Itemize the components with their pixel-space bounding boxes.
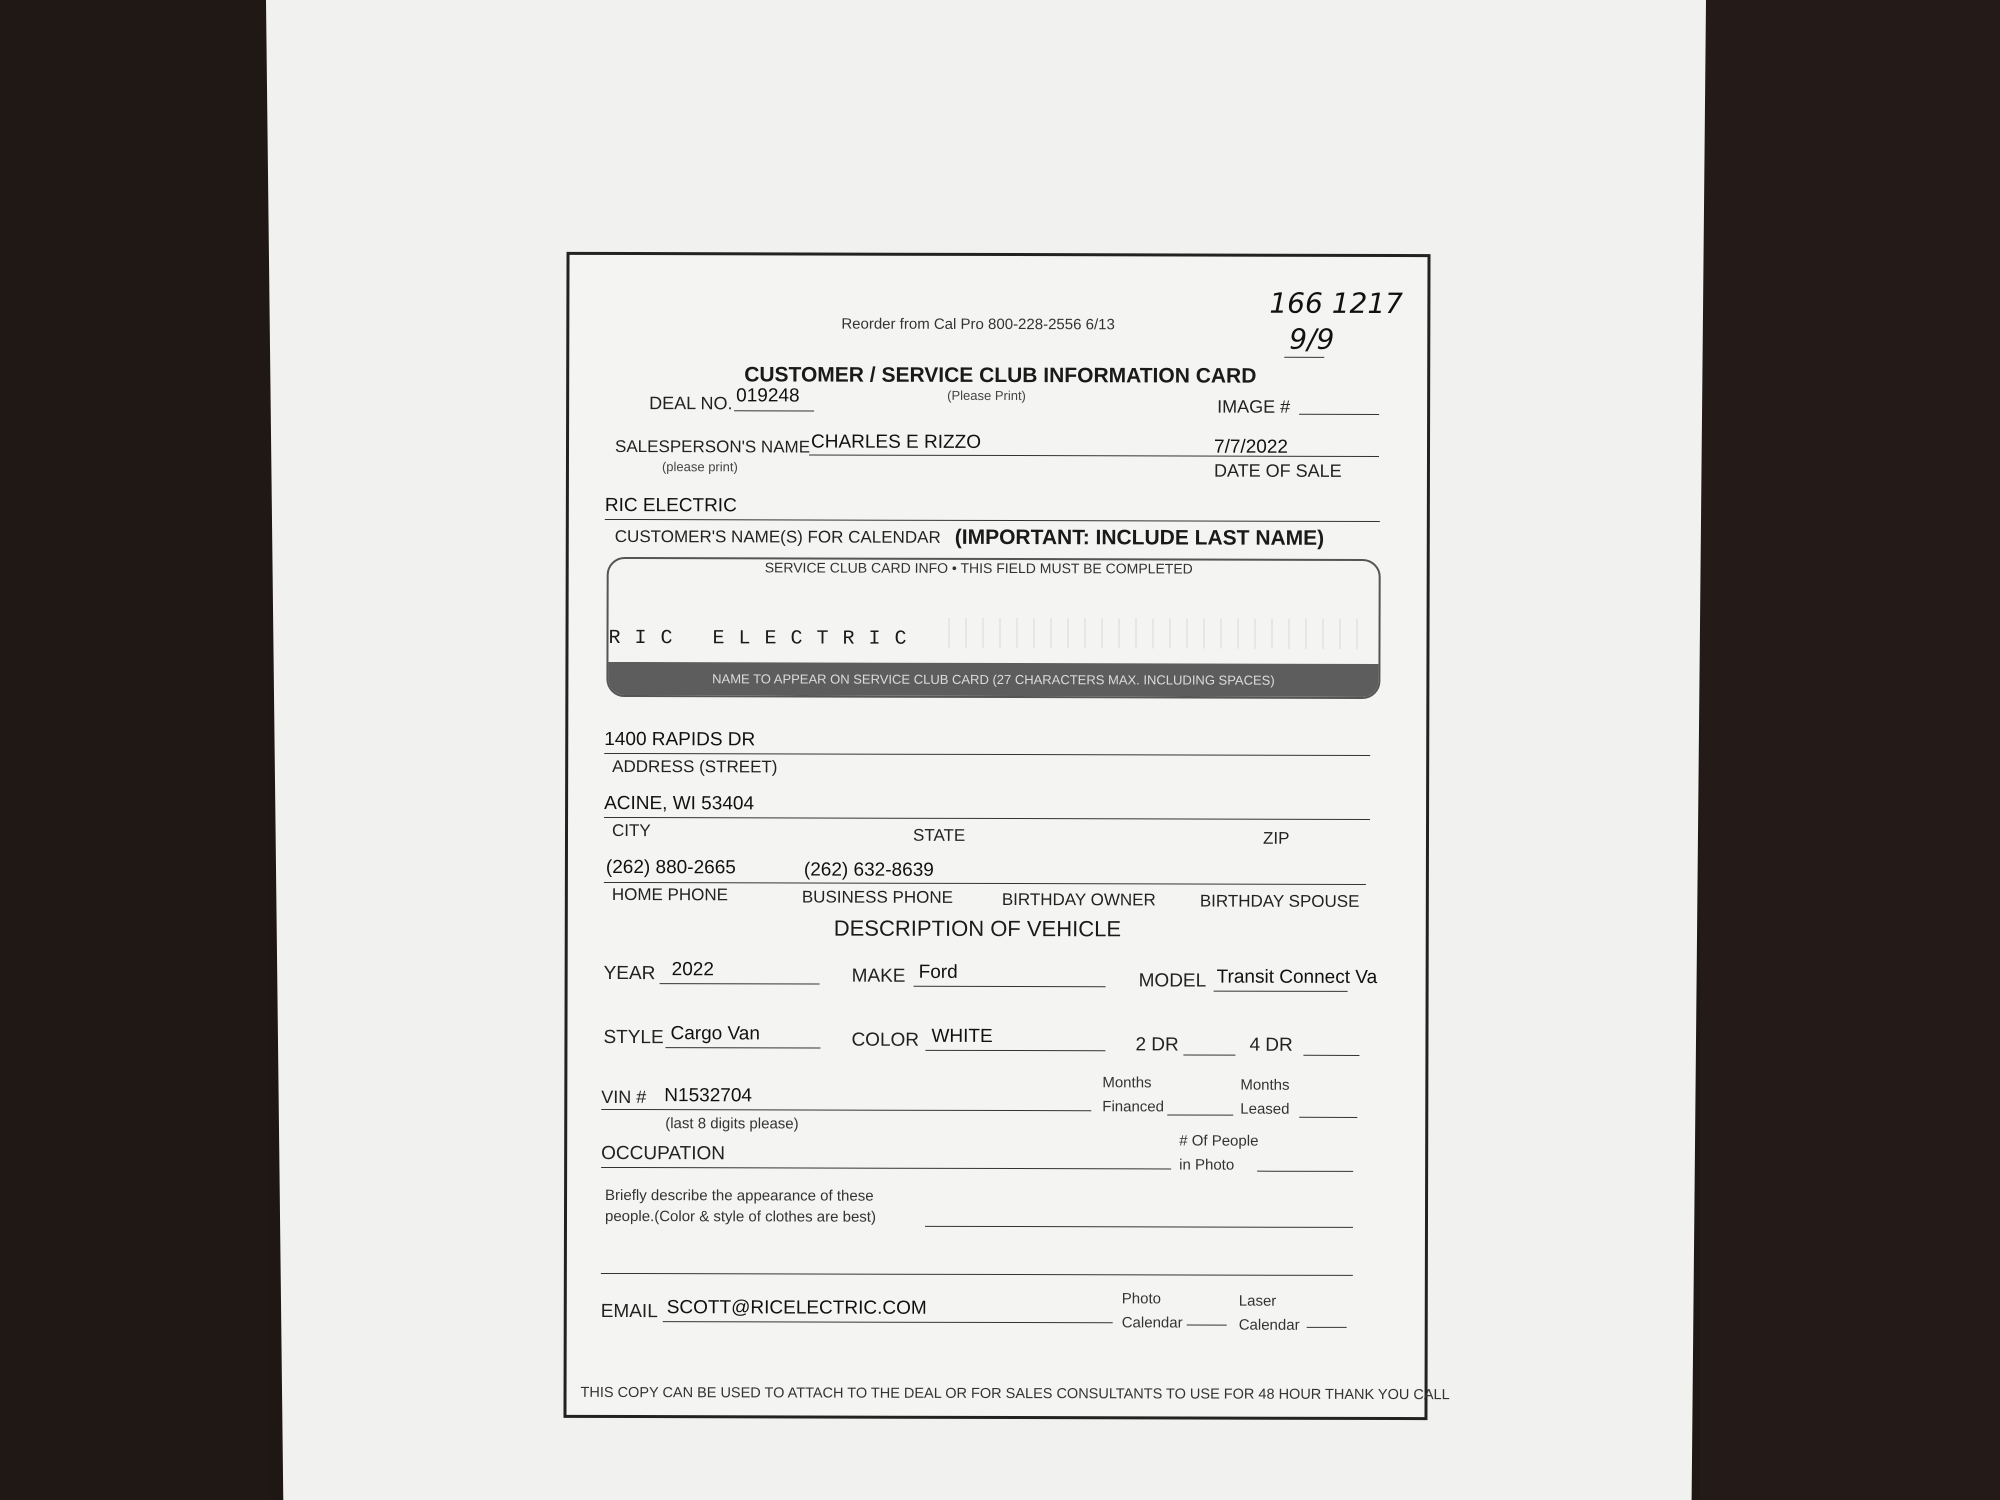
occupation-label: OCCUPATION <box>601 1142 726 1165</box>
months-leased-label-2: Leased <box>1240 1100 1290 1118</box>
vin-value: N1532704 <box>664 1085 753 1107</box>
address-value: 1400 RAPIDS DR <box>604 728 756 751</box>
model-line <box>1214 991 1348 992</box>
photo-calendar-label: Calendar <box>1121 1314 1183 1332</box>
address-label: ADDRESS (STREET) <box>612 756 778 777</box>
laser-label: Laser <box>1238 1292 1277 1310</box>
describe-line-a <box>925 1226 1353 1228</box>
color-value: WHITE <box>931 1025 993 1047</box>
please-print-note: (Please Print) <box>947 387 1026 404</box>
date-of-sale-value: 7/7/2022 <box>1213 436 1289 458</box>
color-line <box>925 1050 1105 1051</box>
style-value: Cargo Van <box>670 1023 760 1045</box>
two-door-line <box>1183 1054 1235 1055</box>
card-footer: THIS COPY CAN BE USED TO ATTACH TO THE DEAL OR FOR SALES CONSULTANTS TO USE FOR 48 HOUR THANK YOU CALL <box>580 1384 1450 1404</box>
handwritten-number: 166 1217 <box>1269 286 1404 321</box>
email-line <box>663 1321 1113 1323</box>
information-card <box>563 252 1450 1420</box>
make-value: Ford <box>918 961 958 983</box>
photo-calendar-line <box>1187 1324 1227 1325</box>
style-line <box>665 1047 820 1048</box>
months-financed-label-1: Months <box>1102 1074 1152 1092</box>
birthday-spouse-label: BIRTHDAY SPOUSE <box>1199 891 1360 911</box>
people-in-photo-label-1: # Of People <box>1179 1132 1259 1150</box>
four-door-line <box>1303 1055 1359 1056</box>
home-phone-value: (262) 880-2665 <box>605 856 736 879</box>
handwritten-underline <box>1284 357 1324 358</box>
customer-label: CUSTOMER'S NAME(S) FOR CALENDAR <box>614 526 941 547</box>
color-label: COLOR <box>851 1029 920 1051</box>
reorder-text: Reorder from Cal Pro 800-228-2556 6/13 <box>841 315 1115 334</box>
vehicle-heading: DESCRIPTION OF VEHICLE <box>833 915 1122 942</box>
months-leased-label-1: Months <box>1240 1076 1290 1094</box>
address-line <box>604 753 1370 756</box>
photo-label: Photo <box>1121 1290 1162 1308</box>
email-label: EMAIL <box>600 1300 658 1323</box>
deal-no-label: DEAL NO. <box>649 393 733 414</box>
four-door-label: 4 DR <box>1249 1034 1293 1056</box>
describe-line-2: people.(Color & style of clothes are best) <box>604 1207 876 1226</box>
email-value: SCOTT@RICELECTRIC.COM <box>666 1297 927 1319</box>
laser-calendar-line <box>1307 1327 1347 1328</box>
character-grid <box>948 618 1368 649</box>
style-label: STYLE <box>603 1026 664 1049</box>
customer-line <box>605 519 1380 522</box>
year-value: 2022 <box>671 959 714 981</box>
leased-line <box>1299 1117 1357 1118</box>
people-in-photo-label-2: in Photo <box>1179 1156 1235 1174</box>
home-phone-label: HOME PHONE <box>611 884 729 905</box>
background-left <box>0 0 270 1500</box>
year-label: YEAR <box>603 962 656 985</box>
year-line <box>660 983 820 984</box>
service-card-header: SERVICE CLUB CARD INFO • THIS FIELD MUST BE COMPLETED <box>764 559 1193 577</box>
occupation-line <box>601 1167 1171 1169</box>
customer-name-value: RIC ELECTRIC <box>604 494 737 517</box>
business-phone-label: BUSINESS PHONE <box>801 887 954 907</box>
business-phone-value: (262) 632-8639 <box>803 859 934 881</box>
customer-important-note: (IMPORTANT: INCLUDE LAST NAME) <box>954 525 1325 550</box>
city-state-zip-value: ACINE, WI 53404 <box>604 792 755 815</box>
model-value: Transit Connect Va <box>1216 966 1378 988</box>
two-door-label: 2 DR <box>1135 1034 1179 1056</box>
date-of-sale-label: DATE OF SALE <box>1213 460 1342 481</box>
city-line <box>604 817 1370 820</box>
model-label: MODEL <box>1138 970 1207 992</box>
describe-line-b <box>601 1273 1353 1276</box>
vin-sub: (last 8 digits please) <box>665 1115 799 1133</box>
deal-no-line <box>734 410 814 411</box>
salesperson-value: CHARLES E RIZZO <box>811 431 982 453</box>
form-title: CUSTOMER / SERVICE CLUB INFORMATION CARD <box>744 363 1257 388</box>
city-label: CITY <box>611 820 651 841</box>
service-club-box <box>606 557 1380 699</box>
make-label: MAKE <box>851 965 906 987</box>
service-card-name: RIC ELECTRIC <box>608 626 921 651</box>
financed-line <box>1167 1114 1233 1115</box>
zip-label: ZIP <box>1262 828 1290 848</box>
people-in-photo-line <box>1257 1171 1353 1172</box>
salesperson-sub: (please print) <box>661 459 738 475</box>
service-card-footer: NAME TO APPEAR ON SERVICE CLUB CARD (27 CHARACTERS MAX. INCLUDING SPACES) <box>608 662 1378 697</box>
vin-label: VIN # <box>601 1086 647 1108</box>
state-label: STATE <box>912 825 966 845</box>
salesperson-label: SALESPERSON'S NAME <box>614 436 811 457</box>
deal-no-value: 019248 <box>736 385 800 407</box>
months-financed-label-2: Financed <box>1102 1098 1165 1116</box>
laser-calendar-label: Calendar <box>1238 1316 1300 1334</box>
background-right <box>1700 0 2000 1500</box>
vin-line <box>601 1109 1091 1111</box>
image-label: IMAGE # <box>1217 396 1291 417</box>
salesperson-line <box>809 455 1379 457</box>
handwritten-date: 9/9 <box>1289 322 1335 356</box>
birthday-owner-label: BIRTHDAY OWNER <box>1001 890 1156 910</box>
make-line <box>914 986 1106 988</box>
image-line <box>1299 414 1379 415</box>
describe-line-1: Briefly describe the appearance of these <box>605 1186 874 1205</box>
